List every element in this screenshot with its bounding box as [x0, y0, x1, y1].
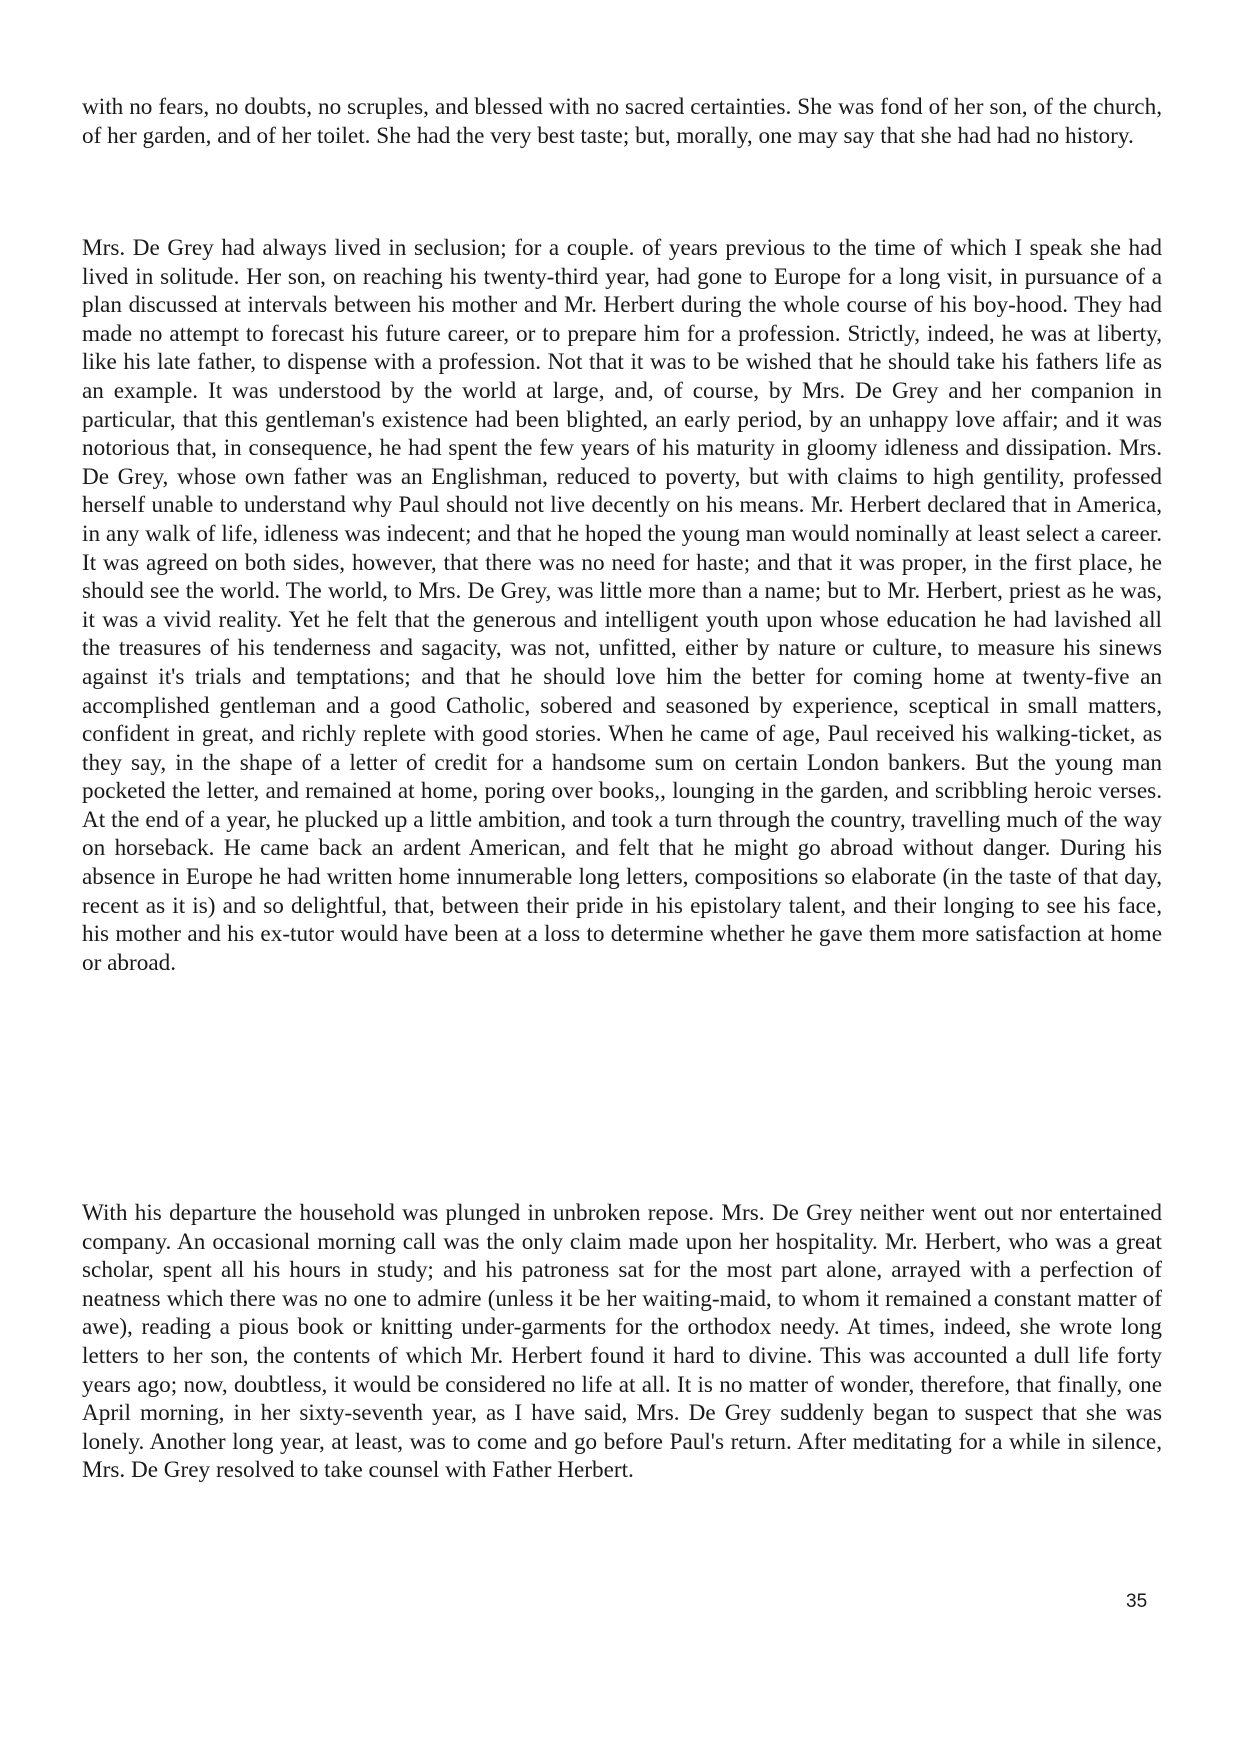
paragraph-1: with no fears, no doubts, no scruples, and blessed with no sacred certainties. She was fond of her son, of the church, of her garden, and of her toilet. She had the very best taste; but, morally, one may say that she had had no history. [82, 94, 1162, 149]
page-number: 35 [1126, 1591, 1148, 1612]
paragraph-2: Mrs. De Grey had always lived in seclusion; for a couple. of years previous to the time of which I speak she had lived in solitude. Her son, on reaching his twenty-third year, had gone to Europe for a long visit, in pursuance of a plan discussed at intervals between his mother and Mr. Herbert during the whole course of his boy-hood. They had made no attempt to forecast his future career, or to prepare him for a profession. Strictly, indeed, he was at liberty, like his late father, to dispense with a profession. Not that it was to be wished that he should take his fathers life as an example. It was understood by the world at large, and, of course, by Mrs. De Grey and her companion in particular, that this gentleman's existence had been blighted, an early period, by an unhappy love affair; and it was notorious that, in consequence, he had spent the few years of his maturity in gloomy idleness and dissipation. Mrs. De Grey, whose own father was an Englishman, reduced to poverty, but with claims to high gentility, professed herself unable to understand why Paul should not live decently on his means. Mr. Herbert declared that in America, in any walk of life, idleness was indecent; and that he hoped the young man would nominally at least select a career. It was agreed on both sides, however, that there was no need for haste; and that it was proper, in the first place, he should see the world. The world, to Mrs. De Grey, was little more than a name; but to Mr. Herbert, priest as he was, it was a vivid reality. Yet he felt that the generous and intelligent youth upon whose education he had lavished all the treasures of his tenderness and sagacity, was not, unfitted, either by nature or culture, to measure his sinews against it's trials and temptations; and that he should love him the better for coming home at twenty-five an accomplished gentleman and a good Catholic, sobered and seasoned by experience, sceptical in small matters, confident in great, and richly replete with good stories. When he came of age, Paul received his walking-ticket, as they say, in the shape of a letter of credit for a handsome sum on certain London bankers. But the young man pocketed the letter, and remained at home, poring over books,, lounging in the garden, and scribbling heroic verses. At the end of a year, he plucked up a little ambition, and took a turn through the country, travelling much of the way on horseback. He came back an ardent American, and felt that he might go abroad without danger. During his absence in Europe he had written home innumerable long letters, compositions so elaborate (in the taste of that day, recent as it is) and so delightful, that, between their pride in his epistolary talent, and their longing to see his face, his mother and his ex-tutor would have been at a loss to determine whether he gave them more satisfaction at home or abroad. [82, 235, 1162, 976]
paragraph-3: With his departure the household was plunged in unbroken repose. Mrs. De Grey neither went out nor entertained company. An occasional morning call was the only claim made upon her hospitality. Mr. Herbert, who was a great scholar, spent all his hours in study; and his patroness sat for the most part alone, arrayed with a perfection of neatness which there was no one to admire (unless it be her waiting-maid, to whom it remained a constant matter of awe), reading a pious book or knitting under-garments for the orthodox needy. At times, indeed, she wrote long letters to her son, the contents of which Mr. Herbert found it hard to divine. This was accounted a dull life forty years ago; now, doubtless, it would be considered no life at all. It is no matter of wonder, therefore, that finally, one April morning, in her sixty-seventh year, as I have said, Mrs. De Grey suddenly began to suspect that she was lonely. Another long year, at least, was to come and go before Paul's return. After meditating for a while in silence, Mrs. De Grey resolved to take counsel with Father Herbert. [82, 1200, 1162, 1484]
